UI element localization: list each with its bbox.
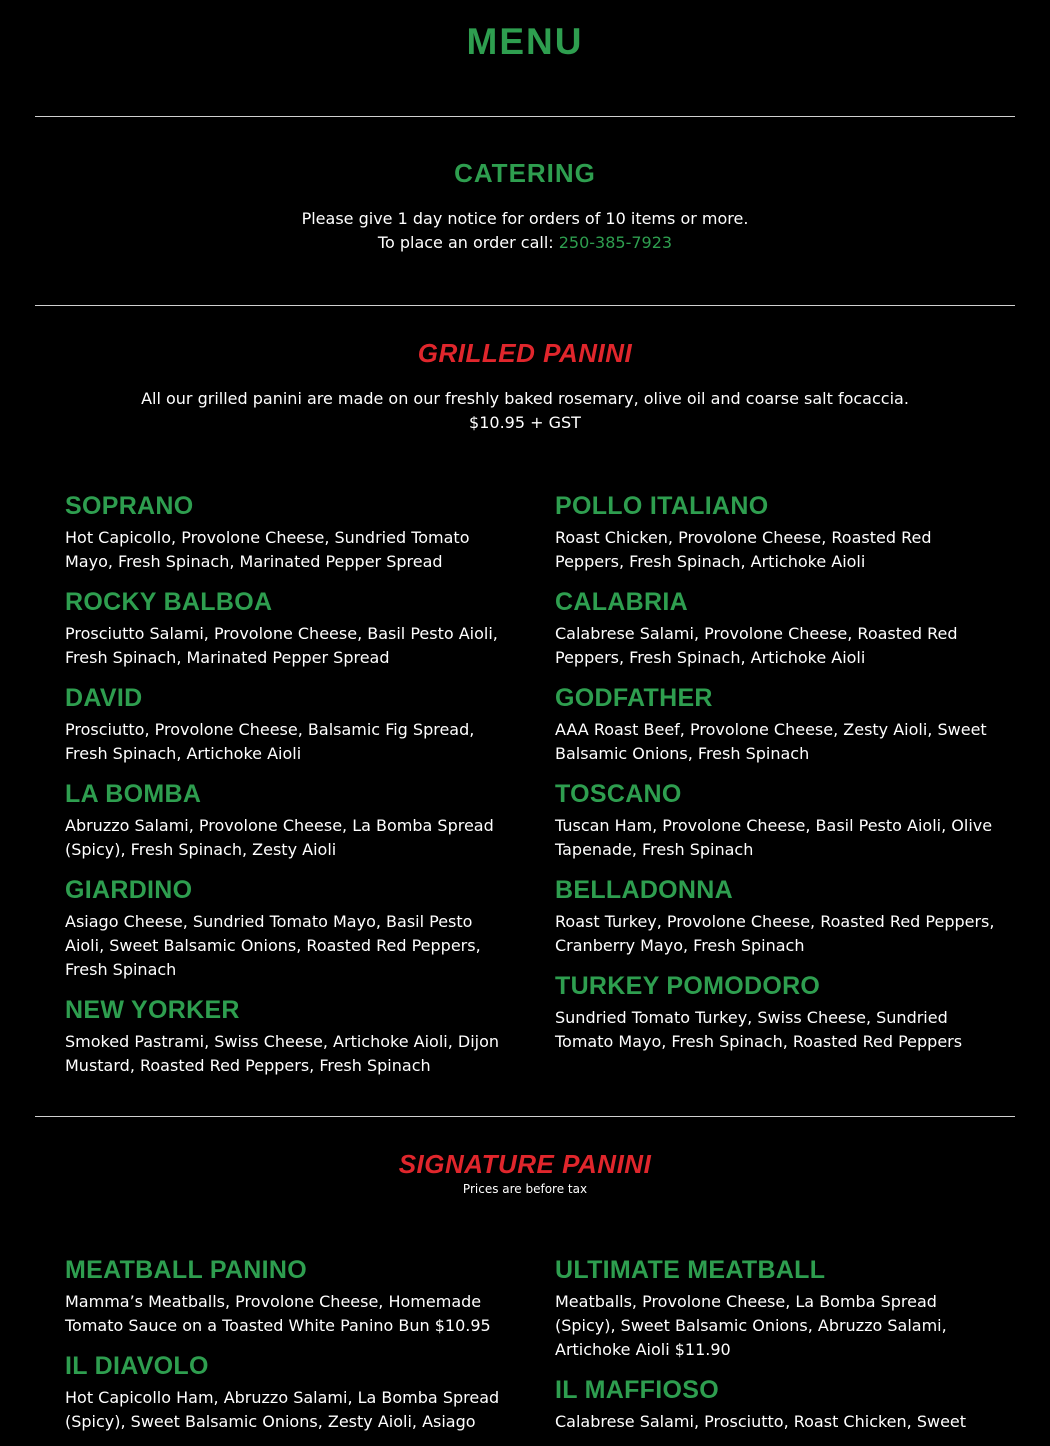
item-name: IL MAFFIOSO xyxy=(555,1376,719,1404)
catering-order-line xyxy=(0,231,1050,255)
menu-item xyxy=(65,490,505,574)
grilled-right-column xyxy=(555,490,995,1066)
item-description: AAA Roast Beef, Provolone Cheese, Zesty Aioli, Sweet Balsamic Onions, Fresh Spinach xyxy=(555,720,987,763)
menu-item xyxy=(555,1374,995,1434)
item-description: Smoked Pastrami, Swiss Cheese, Artichoke Aioli, Dijon Mustard, Roasted Red Peppers, Fresh Spinach xyxy=(65,1032,500,1075)
item-description: Prosciutto Salami, Provolone Cheese, Basil Pesto Aioli, Fresh Spinach, Marinated Pepper Spread xyxy=(65,624,498,667)
menu-item xyxy=(555,682,995,766)
item-description: Roast Turkey, Provolone Cheese, Roasted Red Peppers, Cranberry Mayo, Fresh Spinach xyxy=(555,912,995,955)
signature-left-column xyxy=(65,1254,505,1446)
menu-item xyxy=(555,970,995,1054)
item-name: IL DIAVOLO xyxy=(65,1352,209,1380)
menu-item xyxy=(65,1254,505,1338)
item-name: ULTIMATE MEATBALL xyxy=(555,1256,826,1284)
item-description: Hot Capicollo, Provolone Cheese, Sundried Tomato Mayo, Fresh Spinach, Marinated Pepper Spread xyxy=(65,528,470,571)
signature-right-column xyxy=(555,1254,995,1446)
menu-item xyxy=(65,682,505,766)
item-name: DAVID xyxy=(65,684,143,712)
menu-item xyxy=(555,778,995,862)
item-description: Meatballs, Provolone Cheese, La Bomba Spread (Spicy), Sweet Balsamic Onions, Abruzzo Salami, Artichoke Aioli $11.90 xyxy=(555,1292,947,1359)
item-name: BELLADONNA xyxy=(555,876,733,904)
page-title: MENU xyxy=(466,21,584,62)
item-name: GIARDINO xyxy=(65,876,193,904)
item-description: Asiago Cheese, Sundried Tomato Mayo, Basil Pesto Aioli, Sweet Balsamic Onions, Roasted Red Peppers, Fresh Spinach xyxy=(65,912,481,979)
item-name: TURKEY POMODORO xyxy=(555,972,821,1000)
item-description: Abruzzo Salami, Provolone Cheese, La Bomba Spread (Spicy), Fresh Spinach, Zesty Aioli xyxy=(65,816,494,859)
signature-panini-title: SIGNATURE PANINI xyxy=(398,1149,652,1179)
menu-item xyxy=(555,874,995,958)
grilled-left-column xyxy=(65,490,505,1090)
item-name: GODFATHER xyxy=(555,684,713,712)
menu-item xyxy=(555,586,995,670)
menu-item xyxy=(555,1254,995,1362)
menu-item xyxy=(65,778,505,862)
grilled-description: All our grilled panini are made on our freshly baked rosemary, olive oil and coarse salt focaccia. xyxy=(141,389,909,408)
menu-item xyxy=(555,490,995,574)
item-description: Prosciutto, Provolone Cheese, Balsamic Fig Spread, Fresh Spinach, Artichoke Aioli xyxy=(65,720,475,763)
item-description: Calabrese Salami, Provolone Cheese, Roasted Red Peppers, Fresh Spinach, Artichoke Aioli xyxy=(555,624,958,667)
item-name: SOPRANO xyxy=(65,492,194,520)
item-name: ROCKY BALBOA xyxy=(65,588,273,616)
menu-item xyxy=(65,1350,505,1434)
item-description: Tuscan Ham, Provolone Cheese, Basil Pesto Aioli, Olive Tapenade, Fresh Spinach xyxy=(555,816,993,859)
grilled-info xyxy=(0,387,1050,435)
item-name: TOSCANO xyxy=(555,780,682,808)
phone-link[interactable]: 250-385-7923 xyxy=(558,233,673,252)
divider xyxy=(35,116,1015,117)
item-name: MEATBALL PANINO xyxy=(65,1256,307,1284)
divider xyxy=(35,1116,1015,1117)
item-description: Mamma’s Meatballs, Provolone Cheese, Homemade Tomato Sauce on a Toasted White Panino Bun $10.95 xyxy=(65,1292,491,1335)
item-description: Calabrese Salami, Prosciutto, Roast Chicken, Sweet xyxy=(555,1412,967,1431)
menu-item xyxy=(65,586,505,670)
menu-item xyxy=(65,874,505,982)
catering-title: CATERING xyxy=(454,158,596,188)
item-description: Hot Capicollo Ham, Abruzzo Salami, La Bomba Spread (Spicy), Sweet Balsamic Onions, Zesty Aioli, Asiago xyxy=(65,1388,500,1431)
item-name: NEW YORKER xyxy=(65,996,240,1024)
order-prefix: To place an order call: xyxy=(377,233,559,252)
item-description: Roast Chicken, Provolone Cheese, Roasted Red Peppers, Fresh Spinach, Artichoke Aioli xyxy=(555,528,932,571)
grilled-panini-title: GRILLED PANINI xyxy=(417,338,633,368)
grilled-price: $10.95 + GST xyxy=(469,413,581,432)
item-name: POLLO ITALIANO xyxy=(555,492,769,520)
item-name: CALABRIA xyxy=(555,588,688,616)
menu-item xyxy=(65,994,505,1078)
divider xyxy=(35,305,1015,306)
catering-notice: Please give 1 day notice for orders of 10 items or more. xyxy=(301,209,749,228)
item-description: Sundried Tomato Turkey, Swiss Cheese, Sundried Tomato Mayo, Fresh Spinach, Roasted Red Peppers xyxy=(555,1008,963,1051)
item-name: LA BOMBA xyxy=(65,780,202,808)
catering-info xyxy=(0,207,1050,255)
signature-note: Prices are before tax xyxy=(462,1182,588,1196)
